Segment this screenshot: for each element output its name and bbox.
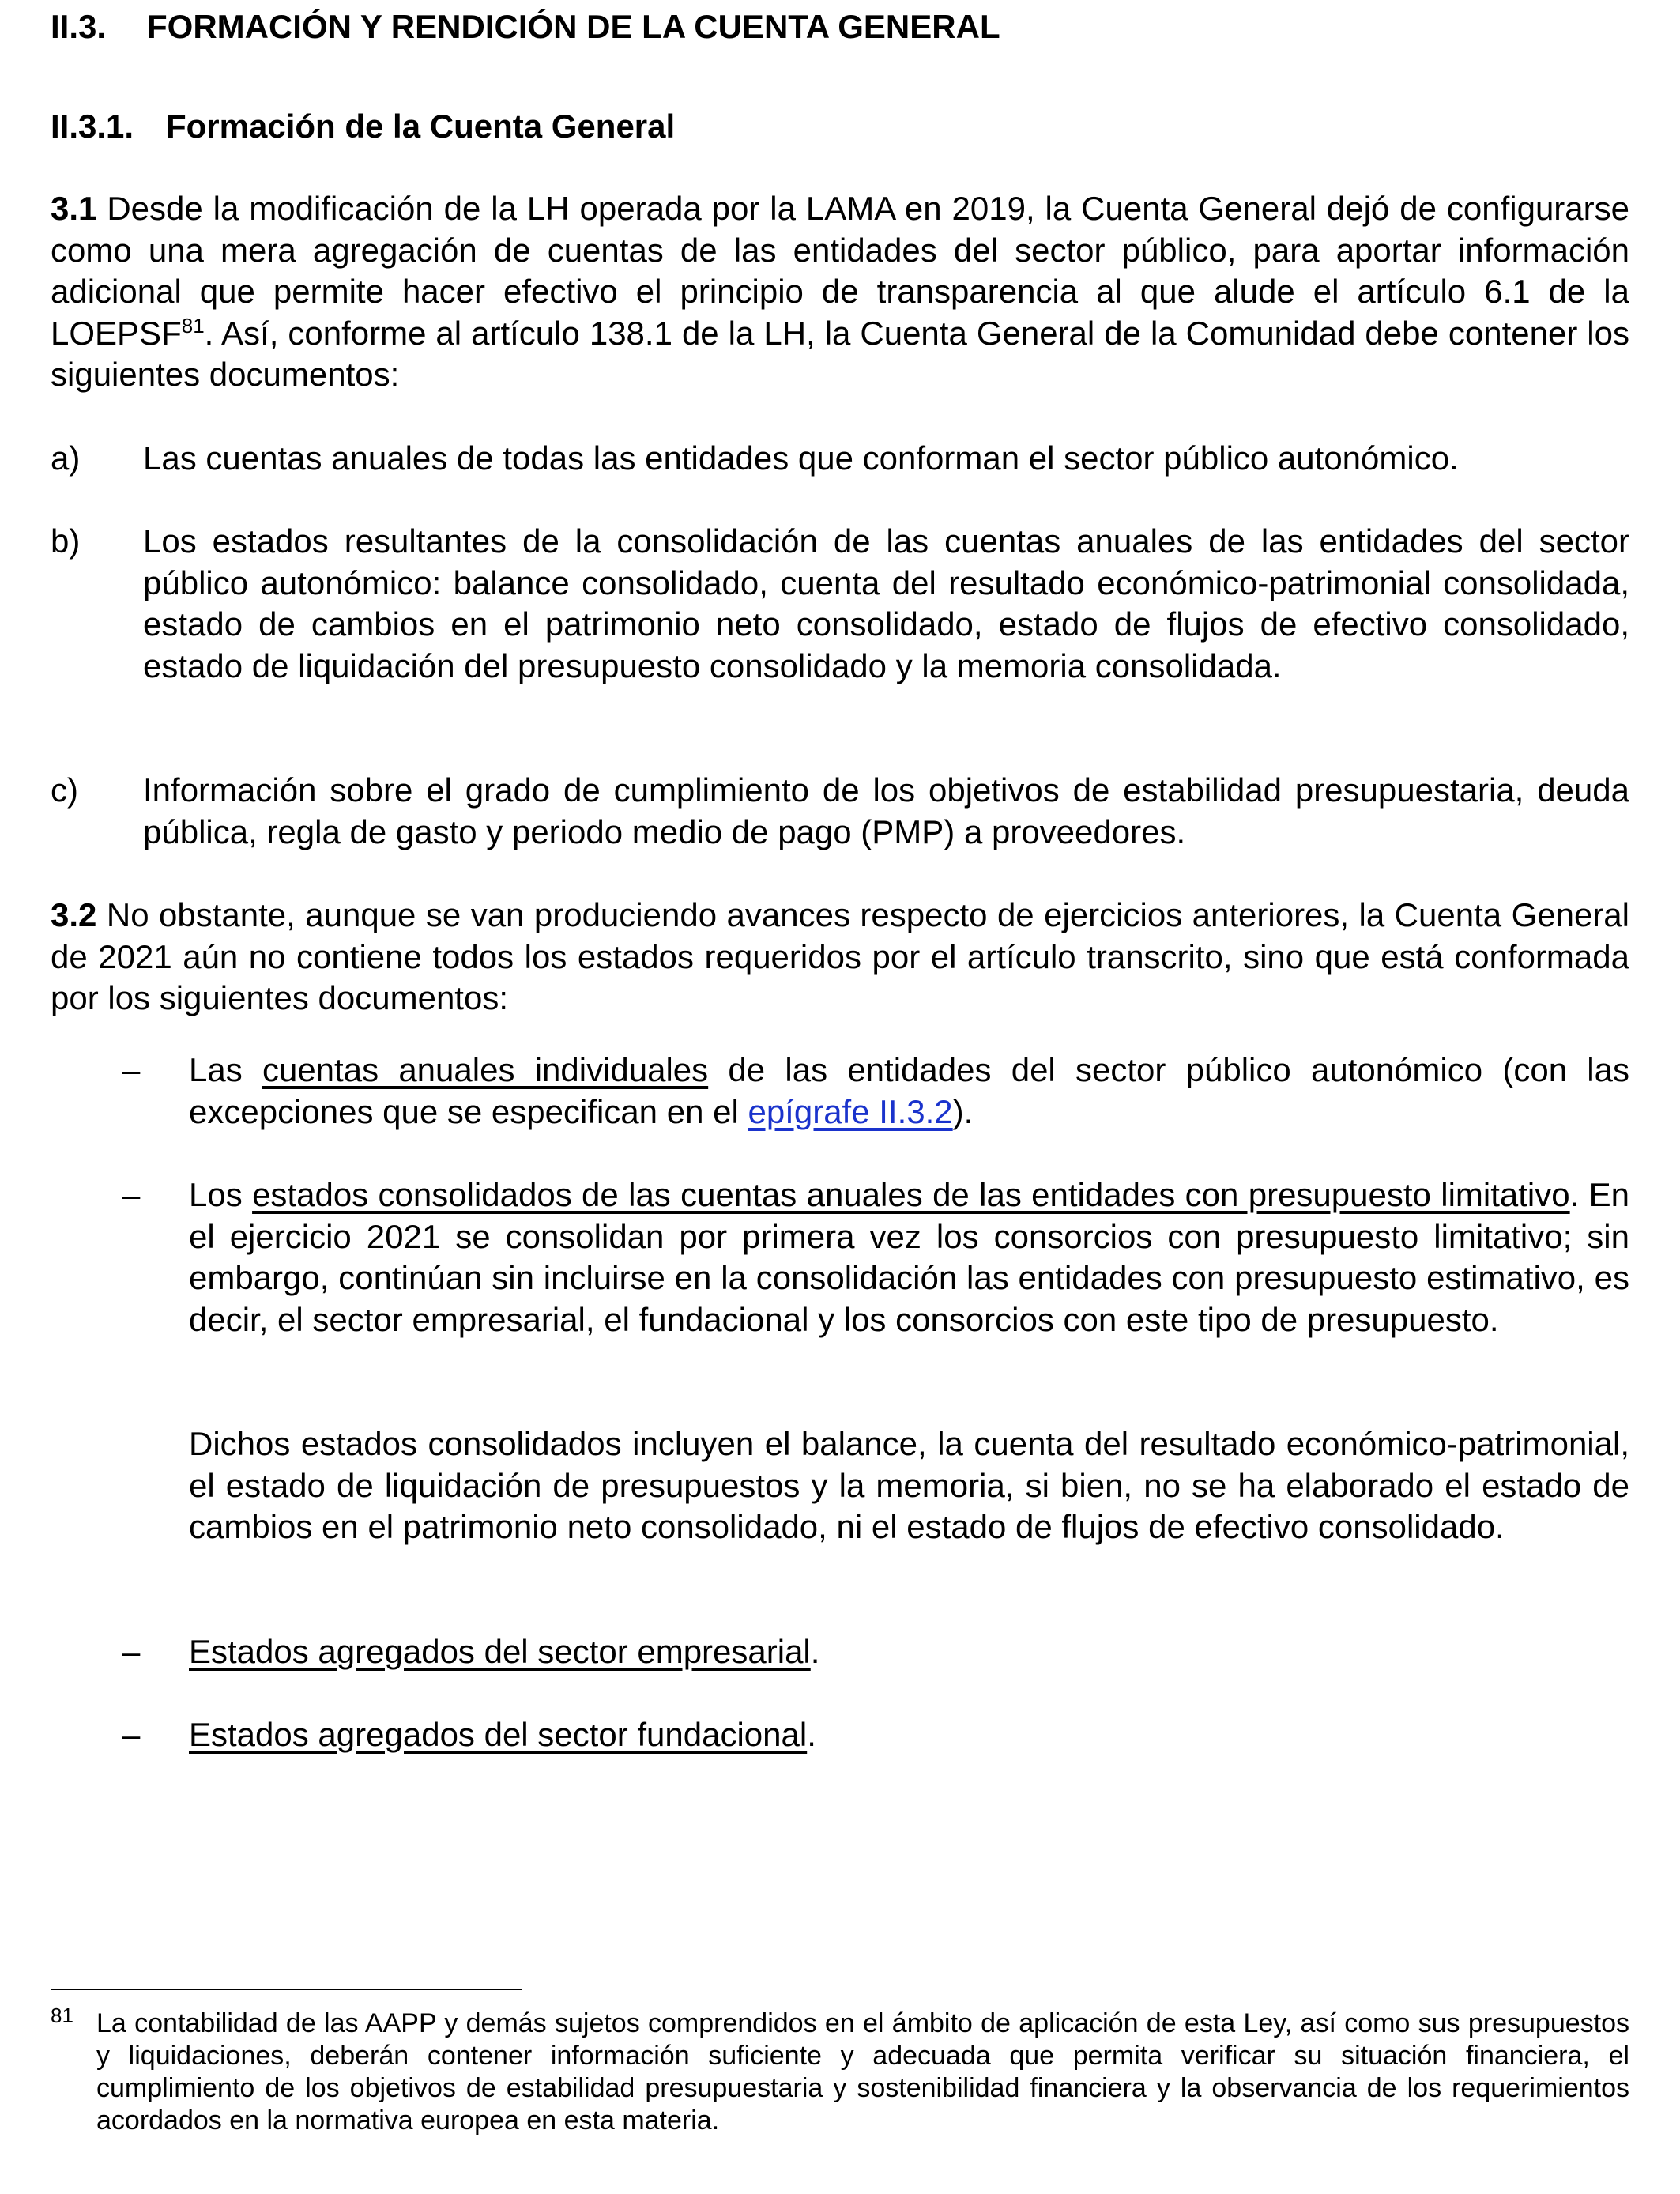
bullet-item-cuentas-individuales: Las cuentas anuales individuales de las entidades del sector público autonómico (con las excepciones que se especifican en el epígrafe II.3.2). [189,1051,1629,1130]
paragraph-text: Desde la modificación de la LH operada por la LAMA en 2019, la Cuenta General dejó de configurarse como una mera agregación de cuentas de las entidades del sector público, para aportar información adicional que permite hacer efectivo el principio de transparencia al que alude el artículo 6.1 de la LOEPSF [51,190,1629,352]
paragraph-number: 3.2 [51,896,97,933]
footnote-text: La contabilidad de las AAPP y demás sujetos comprendidos en el ámbito de aplicación de esta Ley, así como sus presupuestos y liquidaciones, deberán contener información suficiente y adecuada que permita verificar su situación financiera, el cumplimiento de los objetivos de estabilidad presupuestaria y sostenibilidad financiera y la observancia de los requerimientos acordados en la normativa europea en esta materia. [96,2008,1629,2136]
paragraph-3-2 [51,895,1629,1020]
bullet-item-continuation: Dichos estados consolidados incluyen el balance, la cuenta del resultado económico-patrimonial, el estado de liquidación de presupuestos y la memoria, si bien, no se ha elaborado el estado de cambios en el patrimonio neto consolidado, ni el estado de flujos de efectivo consolidado. [189,1425,1629,1545]
bullet-item-sector-fundacional: Estados agregados del sector fundacional. [189,1716,816,1753]
subsection-heading [51,106,675,147]
bullet-dash: – [122,1716,141,1753]
section-title: FORMACIÓN Y RENDICIÓN DE LA CUENTA GENERAL [147,8,1000,45]
bullet-dash: – [122,1633,141,1670]
list-item-a: Las cuentas anuales de todas las entidades que conforman el sector público autonómico. [143,439,1459,477]
footnote-number: 81 [51,2004,73,2027]
list-label-c: c) [51,771,78,809]
underlined-term: cuentas anuales individuales [262,1051,709,1088]
underlined-term: Estados agregados del sector empresarial [189,1633,811,1670]
list-label-b: b) [51,522,81,560]
footnote-separator [51,1989,522,1990]
paragraph-text-continued: . Así, conforme al artículo 138.1 de la LH, la Cuenta General de la Comunidad debe contener los siguientes documentos: [51,314,1629,393]
subsection-title: Formación de la Cuenta General [166,107,676,145]
subsection-number: II.3.1. [51,107,134,145]
footnote-reference[interactable]: 81 [181,313,205,337]
bullet-item-estados-consolidados: Los estados consolidados de las cuentas anuales de las entidades con presupuesto limitativo. En el ejercicio 2021 se consolidan por primera vez los consorcios con presupuesto limitativo; sin embargo, continúan sin incluirse en la consolidación las entidades con presupuesto estimativo, es decir, el sector empresarial, el fundacional y los consorcios con este tipo de presupuesto. [189,1176,1629,1338]
paragraph-text: No obstante, aunque se van produciendo avances respecto de ejercicios anteriores, la Cuenta General de 2021 aún no contiene todos los estados requeridos por el artículo transcrito, sino que está conformada por los siguientes documentos: [51,896,1629,1016]
section-number: II.3. [51,8,107,45]
list-item-c: Información sobre el grado de cumplimiento de los objetivos de estabilidad presupuestaria, deuda pública, regla de gasto y periodo medio de pago (PMP) a proveedores. [143,771,1629,850]
bullet-item-sector-empresarial: Estados agregados del sector empresarial. [189,1633,820,1670]
bullet-dash: – [122,1176,141,1213]
bullet-dash: – [122,1051,141,1088]
underlined-term: Estados agregados del sector fundacional [189,1716,808,1753]
section-heading [51,6,1000,47]
list-item-b: Los estados resultantes de la consolidación de las cuentas anuales de las entidades del sector público autonómico: balance consolidado, cuenta del resultado económico-patrimonial consolidada, estado de cambios en el patrimonio neto consolidado, estado de flujos de efectivo consolidado, estado de liquidación del presupuesto consolidado y la memoria consolidada. [143,522,1629,684]
underlined-term: estados consolidados de las cuentas anuales de las entidades con presupuesto limitativo [252,1176,1570,1213]
list-label-a: a) [51,439,81,477]
epigrafe-link[interactable]: epígrafe II.3.2 [748,1092,953,1130]
paragraph-number: 3.1 [51,190,97,227]
paragraph-3-1 [51,188,1629,396]
